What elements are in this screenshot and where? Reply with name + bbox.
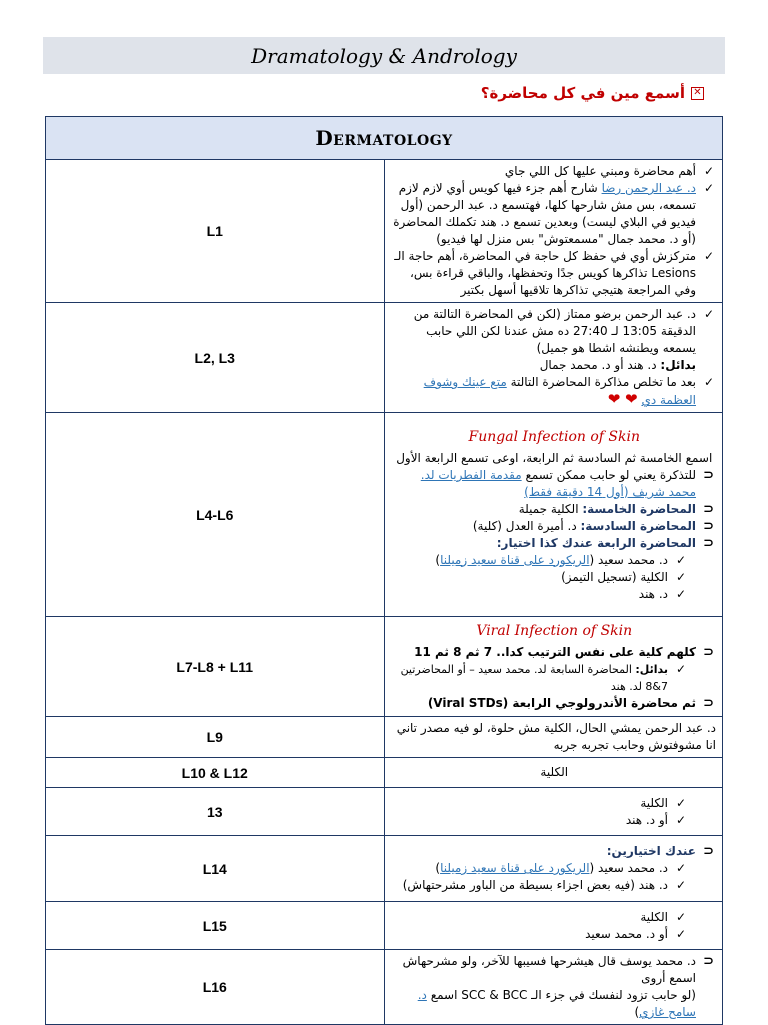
intro-text: اسمع الخامسة ثم السادسة ثم الرابعة، اوعى تسمع الرابعة الأول: [396, 450, 713, 465]
list-item: ⊂ كلهم كلية على نفس الترتيب كدا.. 7 ثم 8 ثم 11: [414, 645, 714, 660]
table-row: [46, 788, 723, 836]
row-content: [384, 617, 723, 717]
list-item: ⊂ للتذكرة يعني لو حابب ممكن تسمع مقدمة الفطريات لد. محمد شريف (أول 14 دقيقة فقط): [420, 467, 714, 499]
check-icon: ✓: [703, 249, 714, 263]
section-title: Viral Infection of Skin: [476, 623, 633, 639]
table-row: [46, 303, 723, 413]
lectures-table: [45, 116, 723, 1025]
check-icon: ✓: [703, 181, 714, 195]
link-fungal-intro[interactable]: مقدمة الفطريات لد. محمد شريف (أول 14 دقيقة فقط): [420, 467, 696, 499]
list-item: ✓ د. هند (فيه بعض اجزاء بسيطة من الباور مشرحتهاش): [402, 878, 686, 892]
list-item: ✓ بدائل: المحاضرة السابعة لد. محمد سعيد – أو المحاضرتين 7&8 لد. هند: [400, 662, 686, 693]
check-icon: ✓: [675, 878, 686, 892]
list-item: ✓ بعد ما تخلص مذاكرة المحاضرة التالتة متع عينك وشوف العظمة دي ❤ ❤: [423, 375, 714, 408]
check-icon: ✓: [675, 586, 686, 601]
check-icon: ✓: [675, 569, 686, 584]
list-item: ✓ الكلية (تسجيل التيمز): [561, 569, 686, 584]
row-label: L9: [46, 717, 385, 758]
check-icon: ✓: [675, 812, 686, 827]
list-item: ✓ د. هند: [638, 586, 686, 601]
list-item: ✓ د. محمد سعيد (الريكورد على قناة سعيد زميلنا): [435, 552, 686, 567]
c-bullet-icon: ⊂: [703, 696, 714, 711]
check-icon: ✓: [703, 375, 714, 389]
check-icon: ✓: [675, 926, 686, 941]
row-label: L14: [46, 836, 385, 902]
link-abdelrahman[interactable]: د. عبد الرحمن رضا: [601, 181, 696, 195]
row-content: [384, 413, 723, 617]
table-row: [46, 617, 723, 717]
row-content: د. عبد الرحمن يمشي الحال، الكلية مش حلوة، لو فيه مصدر تاني انا مشوفتوش وحابب تجربه جربه: [384, 717, 723, 758]
list-item: ⊂ عندك اختيارين:: [606, 844, 714, 859]
c-bullet-icon: ⊂: [703, 954, 714, 969]
x-box-icon: ✕: [691, 87, 704, 100]
check-icon: ✓: [675, 795, 686, 810]
row-label: L15: [46, 902, 385, 950]
row-content: [384, 160, 723, 303]
link-sameh-ghazy[interactable]: د. سامح غازي: [417, 988, 696, 1019]
check-icon: ✓: [675, 909, 686, 924]
table-header: [46, 117, 723, 160]
list-item: ⊂ المحاضرة الخامسة: الكلية جميلة: [518, 501, 714, 517]
row-content: [384, 950, 723, 1025]
check-icon: ✓: [703, 307, 714, 321]
row-label: 13: [46, 788, 385, 836]
row-label: L4-L6: [46, 413, 385, 617]
list-item: ⊂ المحاضرة الرابعة عندك كذا اختيار:: [496, 535, 714, 551]
table-row: [46, 950, 723, 1025]
row-content: الكلية: [384, 758, 723, 788]
c-bullet-icon: ⊂: [703, 467, 714, 483]
list-item: ✓ الكلية: [640, 909, 686, 924]
list-item: ✓ الكلية: [640, 795, 686, 810]
row-content: [384, 788, 723, 836]
check-icon: ✓: [675, 662, 686, 676]
row-label: L10 & L12: [46, 758, 385, 788]
c-bullet-icon: ⊂: [703, 535, 714, 551]
table-row: [46, 758, 723, 788]
table-row: [46, 160, 723, 303]
check-icon: ✓: [675, 861, 686, 875]
page-title: Dramatology & Andrology: [251, 43, 517, 68]
list-item: ✓ أو د. محمد سعيد: [585, 926, 686, 941]
page-title-bar: [43, 37, 725, 74]
table-row: [46, 836, 723, 902]
row-label: L2, L3: [46, 303, 385, 413]
check-icon: ✓: [675, 552, 686, 567]
table-row: [46, 717, 723, 758]
table-row: [46, 413, 723, 617]
check-icon: ✓: [703, 164, 714, 178]
c-bullet-icon: ⊂: [703, 844, 714, 859]
list-item: ✓ أهم محاضرة ومبني عليها كل اللي جاي: [504, 164, 714, 178]
section-title: Fungal Infection of Skin: [468, 428, 640, 445]
link-saeed-record[interactable]: الريكورد على قناة سعيد زميلنا: [440, 552, 590, 567]
link-saeed-record-2[interactable]: الريكورد على قناة سعيد زميلنا: [440, 861, 590, 875]
question-heading: [481, 84, 704, 102]
list-item: ✓ د. محمد سعيد (الريكورد على قناة سعيد زميلنا): [435, 861, 686, 875]
table-header-text: Dermatology: [315, 126, 453, 150]
list-item: ✓ متركزش أوي في حفظ كل حاجة في المحاضرة، أهم حاجة الـ Lesions تذاكرها كويس جدًا وتحفظها، والباقي قراءة بس، وفي المراجعة هتيجي تذاكرها تلاقيها أسهل بكتير: [394, 249, 714, 297]
list-item: ✓ د. عبد الرحمن رضا شارح أهم جزء فيها كويس أوي لازم لازم تسمعه، بس مش شارحها كلها، فهتسمع د. عبد الرحمن (أول فيديو في البلاي ليست) وبعدين تسمع د. هند تكملك المحاضرة (أو د. محمد جمال "مسمعتوش" بس منزل لها فيديو): [393, 181, 714, 246]
list-item: ✓ أو د. هند: [625, 812, 686, 827]
link-watch-video[interactable]: متع عينك وشوف العظمة دي: [423, 375, 696, 407]
row-label: L7-L8 + L11: [46, 617, 385, 717]
row-content: [384, 303, 723, 413]
list-item: ⊂ د. محمد يوسف قال هيشرحها فسيبها للآخر، ولو مشرحهاش اسمع أروى (لو حابب تزود لنفسك في جزء الـ SCC & BCC اسمع د. سامح غازي): [402, 954, 714, 1019]
row-content: [384, 902, 723, 950]
list-item: ⊂ ثم محاضرة الأندرولوجي الرابعة (Viral STDs): [427, 696, 714, 711]
table-row: [46, 902, 723, 950]
c-bullet-icon: ⊂: [703, 645, 714, 660]
c-bullet-icon: ⊂: [703, 518, 714, 534]
row-label: L16: [46, 950, 385, 1025]
c-bullet-icon: ⊂: [703, 501, 714, 517]
row-content: [384, 836, 723, 902]
question-text: أسمع مين في كل محاضرة؟: [480, 84, 685, 102]
list-item: ✓ د. عبد الرحمن برضو ممتاز (لكن في المحاضرة التالتة من الدقيقة 13:05 لـ 27:40 ده مش عندنا لكن اللي حابب يسمعه ويطنشه اشطا هو جميل) بدائل: د. هند أو د. محمد جمال: [413, 307, 714, 372]
heart-icon: ❤ ❤: [607, 390, 638, 408]
list-item: ⊂ المحاضرة السادسة: د. أميرة العدل (كلية): [472, 518, 714, 534]
row-label: L1: [46, 160, 385, 303]
